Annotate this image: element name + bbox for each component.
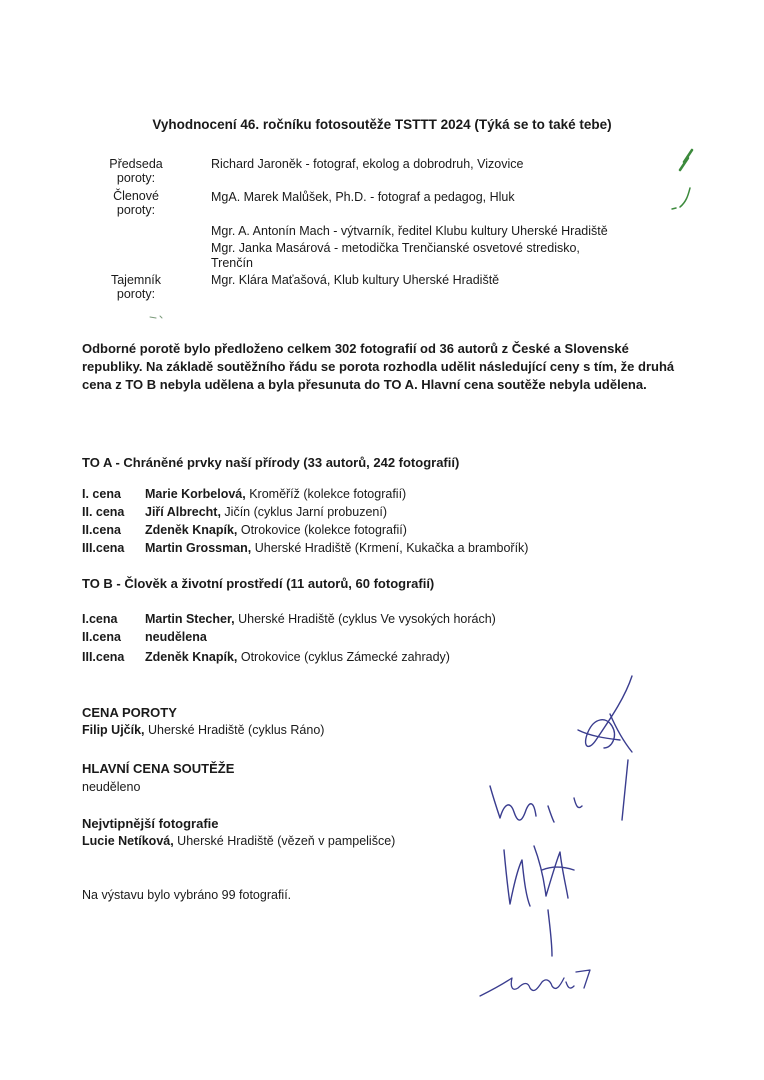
funniest-heading: Nejvtipnější fotografie	[82, 816, 219, 831]
award-winner: Marie Korbelová,	[145, 487, 246, 501]
award-winner: Martin Stecher,	[145, 612, 235, 626]
jury-member-2: Mgr. A. Antonín Mach - výtvarník, ředitel Klubu kultury Uherské Hradiště	[211, 224, 608, 238]
category-b-heading: TO B - Člověk a životní prostředí (11 autorů, 60 fotografií)	[82, 576, 435, 591]
jury-prize-winner: Filip Ujčík, Uherské Hradiště (cyklus Ráno)	[82, 723, 325, 737]
category-a-heading: TO A - Chráněné prvky naší přírody (33 autorů, 242 fotografií)	[82, 455, 460, 470]
award-rank: II.cena	[82, 630, 121, 644]
main-prize-heading: HLAVNÍ CENA SOUTĚŽE	[82, 761, 235, 776]
award-rank: III.cena	[82, 541, 125, 555]
award-winner: Martin Grossman,	[145, 541, 252, 555]
award-detail: Uherské Hradiště (Krmení, Kukačka a brambořík)	[251, 541, 529, 555]
signature-2-icon	[490, 786, 582, 822]
award-winner: Jiří Albrecht,	[145, 505, 221, 519]
jury-chair: Richard Jaroněk - fotograf, ekolog a dobrodruh, Vizovice	[211, 157, 524, 171]
signature-1-icon	[578, 676, 632, 752]
award-winner: neudělena	[145, 630, 207, 644]
main-prize-value: neuděleno	[82, 780, 141, 794]
award-rank: I.cena	[82, 612, 118, 626]
award-detail: Otrokovice (kolekce fotografií)	[237, 523, 407, 537]
award-winner: Zdeněk Knapík,	[145, 523, 238, 537]
secretary-label: Tajemník poroty:	[110, 273, 162, 301]
award-detail: Kroměříž (kolekce fotografií)	[245, 487, 407, 501]
award-detail: Otrokovice (cyklus Zámecké zahrady)	[237, 650, 450, 664]
members-label: Členové poroty:	[113, 189, 159, 217]
intro-paragraph: Odborné porotě bylo předloženo celkem 302 fotografií od 36 autorů z České a Slovenské republiky. Na základě soutěžního řádu se porota rozhodla udělit následující ceny s tím, že druhá cena z TO B nebyla udělena a byla přesunuta do TO A. Hlavní cena soutěže nebyla udělena.	[82, 341, 675, 392]
award-rank: II. cena	[82, 505, 125, 519]
award-detail: Uherské Hradiště (cyklus Ve vysokých horách)	[234, 612, 496, 626]
jury-member-3: Mgr. Janka Masárová - metodička Trenčianské osvetové stredisko, Trenčín	[211, 241, 580, 270]
award-rank: I. cena	[82, 487, 121, 501]
jury-secretary: Mgr. Klára Maťašová, Klub kultury Uherské Hradiště	[211, 273, 500, 287]
award-detail: Jičín (cyklus Jarní probuzení)	[220, 505, 387, 519]
funniest-winner: Lucie Netíková, Uherské Hradiště (vězeň v pampelišce)	[82, 834, 396, 848]
award-winner: Zdeněk Knapík,	[145, 650, 238, 664]
award-rank: II.cena	[82, 523, 121, 537]
document-title: Vyhodnocení 46. ročníku fotosoutěže TSTTT 2024 (Týká se to také tebe)	[152, 117, 612, 132]
margin-mark-icon	[672, 188, 690, 209]
margin-mark-icon	[150, 316, 162, 318]
signature-3-icon	[504, 846, 574, 956]
margin-mark-icon	[680, 150, 692, 170]
chair-label: Předseda poroty:	[109, 157, 163, 185]
signature-4-icon	[480, 970, 590, 996]
exhibition-note: Na výstavu bylo vybráno 99 fotografií.	[82, 888, 292, 902]
jury-prize-heading: CENA POROTY	[82, 705, 177, 720]
award-rank: III.cena	[82, 650, 125, 664]
signature-2-stroke-icon	[622, 760, 628, 820]
jury-member-1: MgA. Marek Malůšek, Ph.D. - fotograf a pedagog, Hluk	[211, 190, 515, 204]
